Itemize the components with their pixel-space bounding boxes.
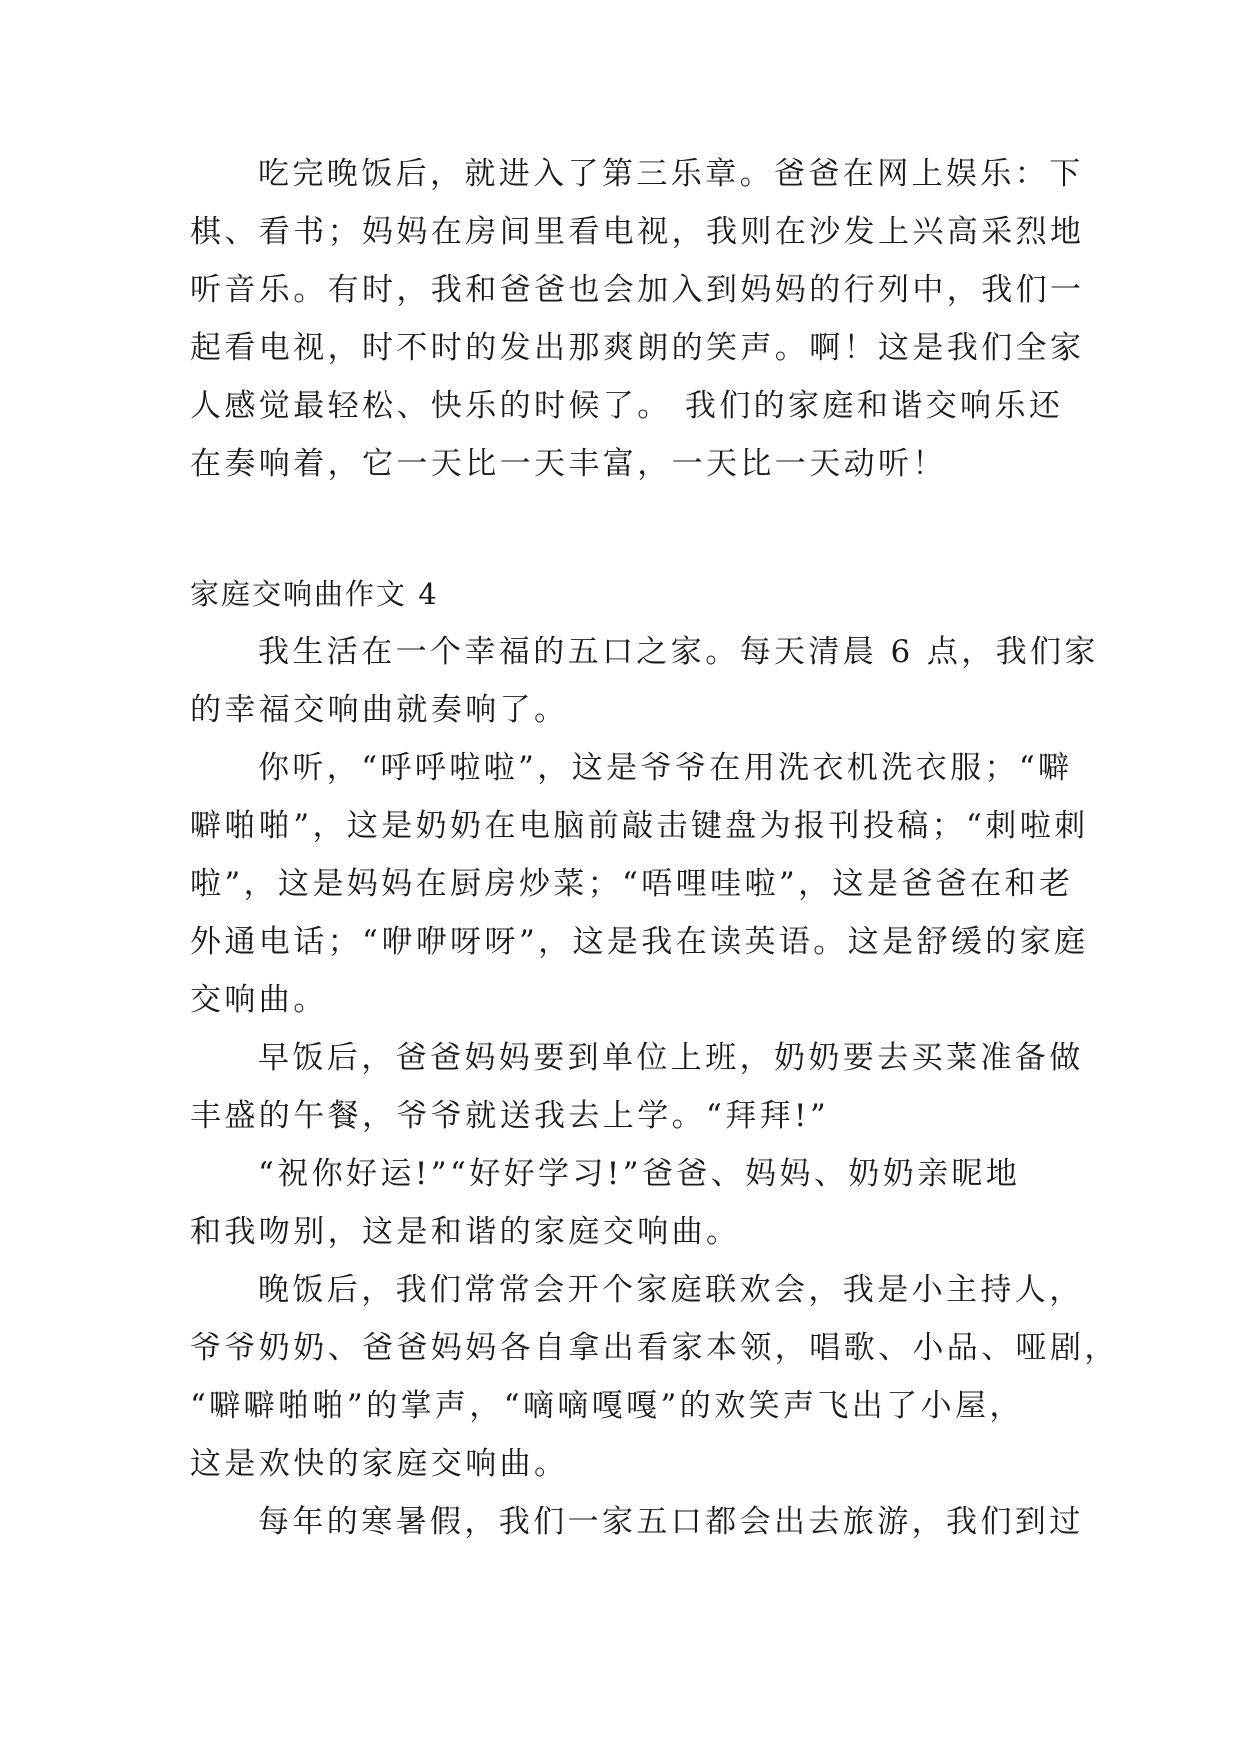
text-line: 噼啪啪”，这是奶奶在电脑前敲击键盘为报刊投稿；“刺啦刺	[190, 808, 1089, 844]
text-line: 你听，“呼呼啦啦”，这是爷爷在用洗衣机洗衣服；“噼	[258, 750, 1073, 786]
text-line: 起看电视，时不时的发出那爽朗的笑声。啊！这是我们全家	[190, 330, 1085, 366]
text-line: 晚饭后，我们常常会开个家庭联欢会，我是小主持人，	[258, 1272, 1084, 1308]
text-line: 在奏响着，它一天比一天丰富，一天比一天动听！	[190, 446, 947, 482]
text-line: 早饭后，爸爸妈妈要到单位上班，奶奶要去买菜准备做	[258, 1040, 1084, 1076]
text-line: 和我吻别，这是和谐的家庭交响曲。	[190, 1214, 741, 1250]
text-line: 每年的寒暑假，我们一家五口都会出去旅游，我们到过	[258, 1504, 1084, 1540]
section-title: 家庭交响曲作文 4	[190, 577, 439, 611]
text-line: 爷爷奶奶、爸爸妈妈各自拿出看家本领，唱歌、小品、哑剧，	[190, 1330, 1119, 1366]
text-line: 交响曲。	[190, 982, 328, 1018]
text-line: 外通电话；“咿咿呀呀”，这是我在读英语。这是舒缓的家庭	[190, 924, 1089, 960]
text-line: “噼噼啪啪”的掌声，“嘀嘀嘎嘎”的欢笑声飞出了小屋，	[190, 1388, 1024, 1424]
text-line: 丰盛的午餐，爷爷就送我去上学。“拜拜!”	[190, 1098, 830, 1134]
text-line: 的幸福交响曲就奏响了。	[190, 692, 569, 728]
text-line: 棋、看书；妈妈在房间里看电视，我则在沙发上兴高采烈地	[190, 214, 1085, 250]
text-line: 我生活在一个幸福的五口之家。每天清晨 6 点，我们家	[258, 634, 1099, 670]
text-line: 听音乐。有时，我和爸爸也会加入到妈妈的行列中，我们一	[190, 272, 1085, 308]
text-line: 人感觉最轻松、快乐的时候了。 我们的家庭和谐交响乐还	[190, 388, 1064, 424]
text-line: 啦”，这是妈妈在厨房炒菜；“唔哩哇啦”，这是爸爸在和老	[190, 866, 1074, 902]
text-line: 这是欢快的家庭交响曲。	[190, 1446, 569, 1482]
text-line: “祝你好运!”“好好学习!”爸爸、妈妈、奶奶亲昵地	[258, 1156, 1021, 1192]
text-line: 吃完晚饭后，就进入了第三乐章。爸爸在网上娱乐：下	[258, 156, 1084, 192]
